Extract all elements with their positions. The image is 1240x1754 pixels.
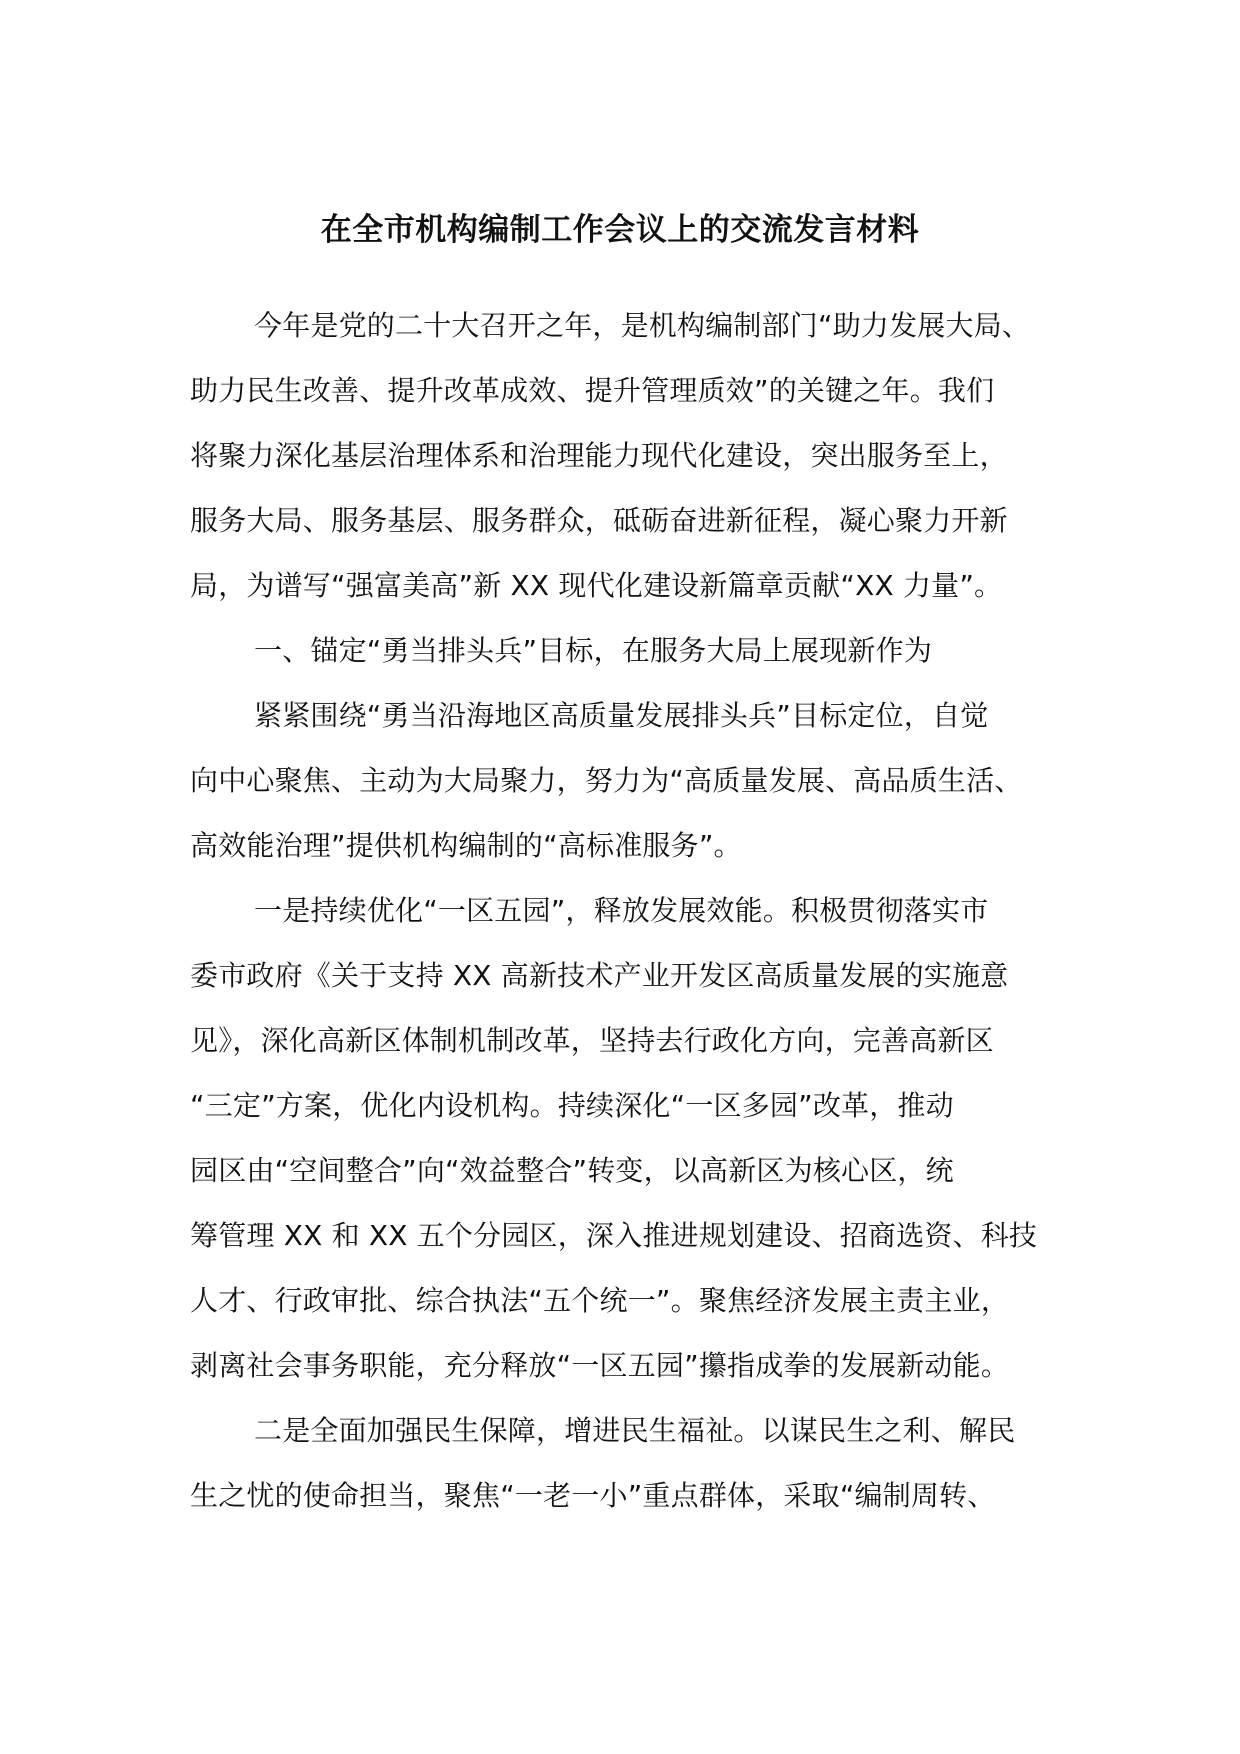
paragraph-line: 见》，深化高新区体制机制改革，坚持去行政化方向，完善高新区: [190, 1024, 994, 1057]
paragraph-line: 助力民生改善、提升改革成效、提升管理质效”的关键之年。我们: [190, 374, 995, 407]
paragraph-line: 筹管理 XX 和 XX 五个分园区，深入推进规划建设、招商选资、科技: [190, 1219, 1038, 1252]
paragraph-line: 剥离社会事务职能，充分释放“一区五园”攥指成拳的发展新动能。: [190, 1349, 1010, 1382]
paragraph-line: 人才、行政审批、综合执法“五个统一”。聚焦经济发展主责主业，: [190, 1284, 1010, 1317]
document-title: 在全市机构编制工作会议上的交流发言材料: [320, 212, 920, 248]
paragraph-line: 生之忧的使命担当，聚焦“一老一小”重点群体，采取“编制周转、: [190, 1479, 996, 1512]
paragraph-line: 局，为谱写“强富美高”新 XX 现代化建设新篇章贡献“XX 力量”。: [190, 569, 1003, 602]
paragraph-line: 向中心聚焦、主动为大局聚力，努力为“高质量发展、高品质生活、: [190, 764, 1023, 797]
paragraph-line: 二是全面加强民生保障，增进民生福祉。以谋民生之利、解民: [254, 1414, 1016, 1447]
paragraph-line: 一是持续优化“一区五园”，释放发展效能。积极贯彻落实市: [254, 894, 989, 927]
paragraph-line: 紧紧围绕“勇当沿海地区高质量发展排头兵”目标定位，自觉: [254, 699, 989, 732]
paragraph-line: 委市政府《关于支持 XX 高新技术产业开发区高质量发展的实施意: [190, 959, 1009, 992]
paragraph-line: 高效能治理”提供机构编制的“高标准服务”。: [190, 829, 742, 862]
paragraph-line: 园区由“空间整合”向“效益整合”转变，以高新区为核心区，统: [190, 1154, 954, 1187]
paragraph-line: 今年是党的二十大召开之年，是机构编制部门“助力发展大局、: [254, 309, 1031, 342]
paragraph-line: “三定”方案，优化内设机构。持续深化“一区多园”改革，推动: [190, 1089, 954, 1122]
paragraph-line: 服务大局、服务基层、服务群众，砥砺奋进新征程，凝心聚力开新: [190, 504, 1008, 537]
section-heading: 一、锚定“勇当排头兵”目标，在服务大局上展现新作为: [254, 634, 933, 667]
paragraph-line: 将聚力深化基层治理体系和治理能力现代化建设，突出服务至上，: [190, 439, 1008, 472]
